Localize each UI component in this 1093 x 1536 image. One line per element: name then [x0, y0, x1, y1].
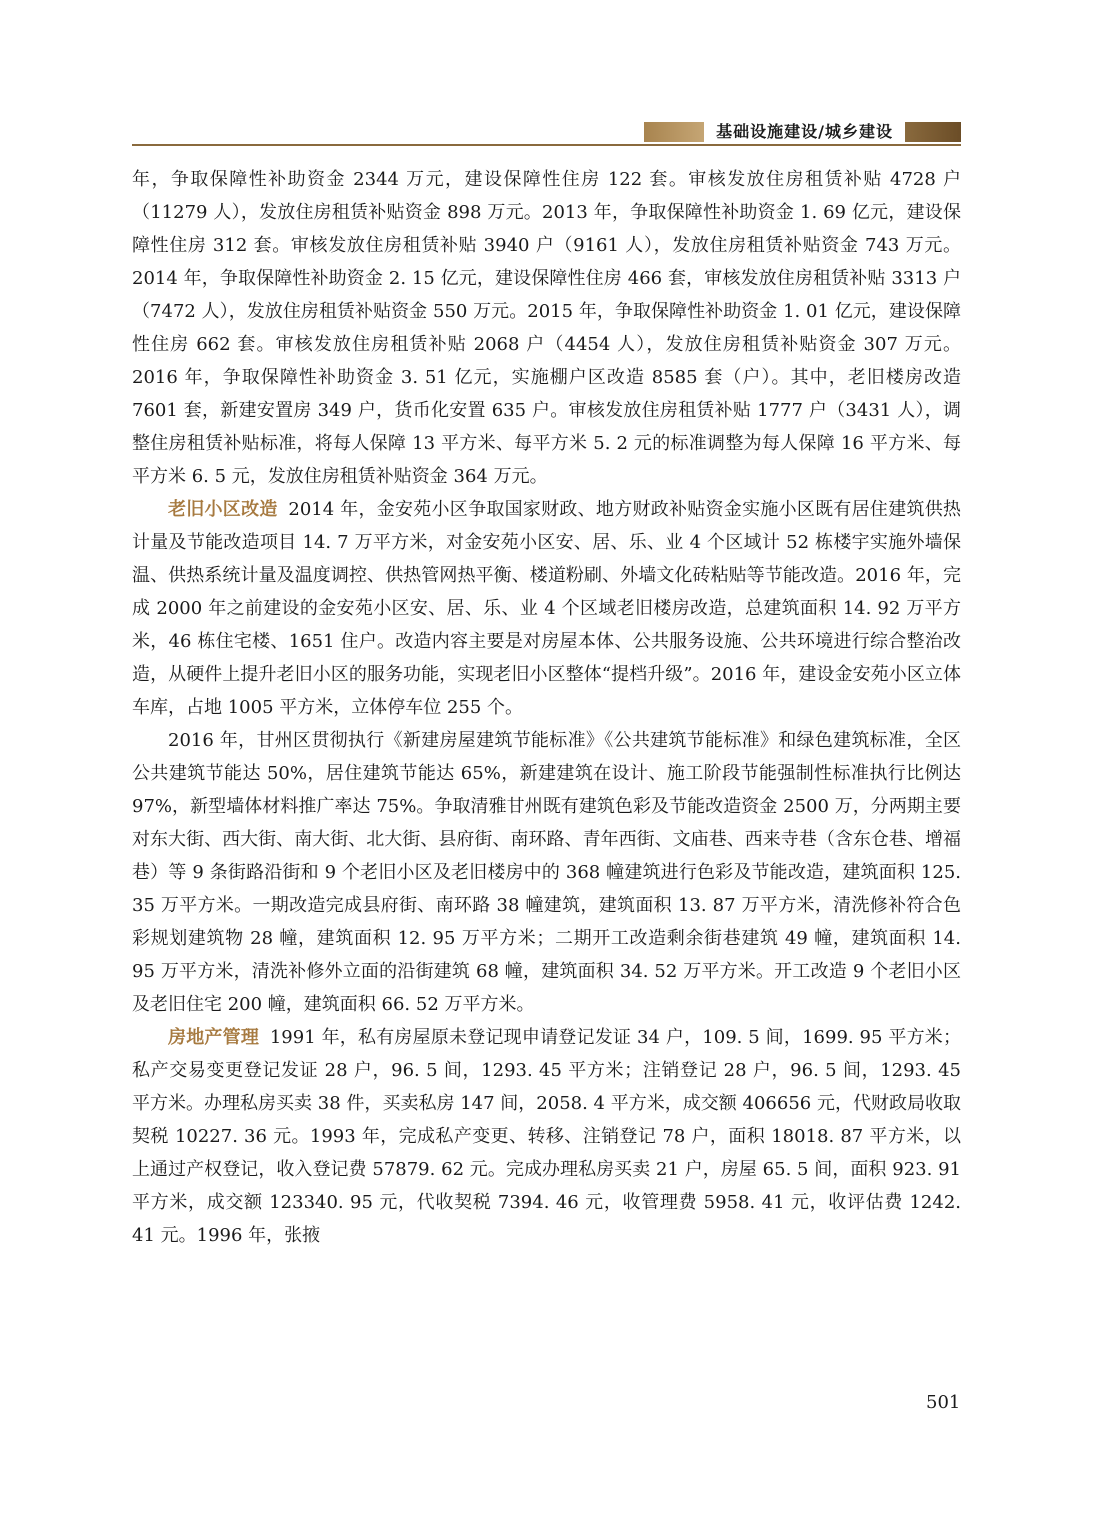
paragraph-text: 2016 年，甘州区贯彻执行《新建房屋建筑节能标准》《公共建筑节能标准》和绿色建筑标准，全区公共建筑节能达 50%，居住建筑节能达 65%，新建建筑在设计、施工阶段节能强制性标准执行比例达 97%，新型墙体材料推广率达 75%。争取清雅甘州既有建筑色彩及节能改造资金 2500 万，分两期主要对东大街、西大街、南大街、北大街、县府街、南环路、青年西街、文庙巷、西来寺巷（含东仓巷、增福巷）等 9 条街路沿街和 9 个老旧小区及老旧楼房中的 368 幢建筑进行色彩及节能改造，建筑面积 125. 35 万平方米。一期改造完成县府街、南环路 38 幢建筑，建筑面积 13. 87 万平方米，清洗修补符合色彩规划建筑物 28 幢，建筑面积 12. 95 万平方米；二期开工改造剩余街巷建筑 49 幢，建筑面积 14. 95 万平方米，清洗补修外立面的沿街建筑 68 幢，建筑面积 34. 52 万平方米。开工改造 9 个老旧小区及老旧住宅 200 幢，建筑面积 66. 52 万平方米。 [132, 730, 961, 1015]
running-header [132, 122, 961, 146]
page-number: 501 [926, 1392, 961, 1413]
paragraph-text: 年，争取保障性补助资金 2344 万元，建设保障性住房 122 套。审核发放住房租赁补贴 4728 户（11279 人），发放住房租赁补贴资金 898 万元。2013 年，争取保障性补助资金 1. 69 亿元，建设保障性住房 312 套。审核发放住房租赁补贴 3940 户（9161 人），发放住房租赁补贴资金 743 万元。2014 年，争取保障性补助资金 2. 15 亿元，建设保障性住房 466 套，审核发放住房租赁补贴 3313 户（7472 人），发放住房租赁补贴资金 550 万元。2015 年，争取保障性补助资金 1. 01 亿元，建设保障性住房 662 套。审核发放住房租赁补贴 2068 户（4454 人），发放住房租赁补贴资金 307 万元。2016 年，争取保障性补助资金 3. 51 亿元，实施棚户区改造 8585 套（户）。其中，老旧楼房改造 7601 套，新建安置房 349 户，货币化安置 635 户。审核发放住房租赁补贴 1777 户（3431 人），调整住房租赁补贴标准，将每人保障 13 平方米、每平方米 5. 2 元的标准调整为每人保障 16 平方米、每平方米 6. 5 元，发放住房租赁补贴资金 364 万元。 [132, 169, 961, 487]
paragraph-real-estate-management [132, 1021, 961, 1252]
paragraph-continued [132, 163, 961, 493]
paragraph-energy-saving [132, 724, 961, 1021]
section-label: 老旧小区改造 [168, 499, 278, 520]
paragraph-text: 2014 年，金安苑小区争取国家财政、地方财政补贴资金实施小区既有居住建筑供热计量及节能改造项目 14. 7 万平方米，对金安苑小区安、居、乐、业 4 个区域计 52 栋楼宇实施外墙保温、供热系统计量及温度调控、供热管网热平衡、楼道粉刷、外墙文化砖粘贴等节能改造。2016 年，完成 2000 年之前建设的金安苑小区安、居、乐、业 4 个区域老旧楼房改造，总建筑面积 14. 92 万平方米，46 栋住宅楼、1651 住户。改造内容主要是对房屋本体、公共服务设施、公共环境进行综合整治改造，从硬件上提升老旧小区的服务功能，实现老旧小区整体“提档升级”。2016 年，建设金安苑小区立体车库，占地 1005 平方米，立体停车位 255 个。 [132, 499, 962, 718]
section-label: 房地产管理 [168, 1027, 260, 1048]
page-body [132, 163, 961, 1252]
paragraph-old-community-renovation [132, 493, 961, 724]
header-title: 基础设施建设/城乡建设 [704, 120, 905, 144]
header-rule [132, 144, 961, 146]
paragraph-text: 1991 年，私有房屋原未登记现申请登记发证 34 户，109. 5 间，1699. 95 平方米；私产交易变更登记发证 28 户，96. 5 间，1293. 45 平方米；注销登记 28 户，96. 5 间，1293. 45 平方米。办理私房买卖 38 件，买卖私房 147 间，2058. 4 平方米，成交额 406656 元，代财政局收取契税 10227. 36 元。1993 年，完成私产变更、转移、注销登记 78 户，面积 18018. 87 平方米，以上通过产权登记，收入登记费 57879. 62 元。完成办理私房买卖 21 户，房屋 65. 5 间，面积 923. 91 平方米，成交额 123340. 95 元，代收契税 7394. 46 元，收管理费 5958. 41 元，收评估费 1242. 41 元。1996 年，张掖 [132, 1027, 962, 1246]
